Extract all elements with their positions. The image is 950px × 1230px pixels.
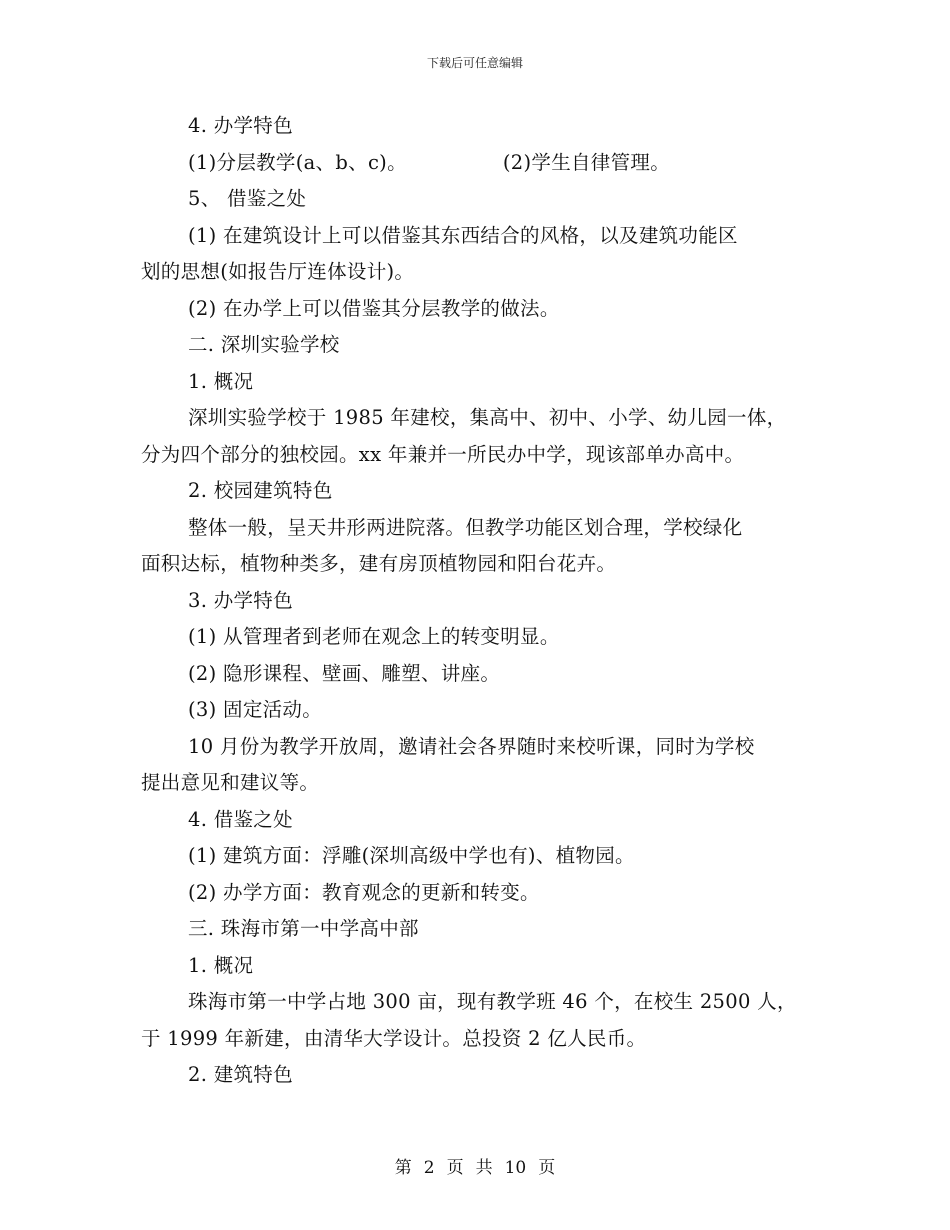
footer-total-label: 共 [475,1158,493,1178]
subheading: 2. 校园建筑特色 [188,479,333,502]
paragraph-line: (2) 在办学上可以借鉴其分层教学的做法。 [188,296,560,320]
paragraph-line: 分为四个部分的独校园。xx 年兼并一所民办中学，现该部单办高中。 [141,442,745,466]
paragraph-line: 整体一般，呈天井形两进院落。但教学功能区划合理，学校绿化 [188,515,743,539]
paragraph-line: 划的思想(如报告厅连体设计)。 [141,260,415,283]
footer-page-label-post: 页 [538,1158,556,1178]
paragraph-line: (2) 办学方面：教育观念的更新和转变。 [188,880,540,904]
paragraph-line: (1) 建筑方面：浮雕(深圳高级中学也有)、植物园。 [188,844,635,867]
subheading: 1. 概况 [188,369,254,393]
paragraph-line: (2) 隐形课程、壁画、雕塑、讲座。 [188,661,501,685]
subheading: 2. 建筑特色 [188,1063,293,1086]
footer-page-number: 2 [423,1158,435,1178]
page-header: 下载后可任意编辑 [426,56,523,70]
subheading: 3. 办学特色 [188,588,293,612]
section-heading-2: 二. 深圳实验学校 [188,333,340,356]
paragraph-line: 10 月份为教学开放周，邀请社会各界随时来校听课，同时为学校 [188,734,755,758]
item-self-discipline: (2)学生自律管理。 [502,150,670,174]
footer-page-label-pre: 第 [394,1158,412,1178]
section-heading-3: 三. 珠海市第一中学高中部 [188,917,419,940]
heading-4-features: 4. 办学特色 [188,114,293,137]
subheading: 4. 借鉴之处 [188,807,293,831]
paragraph-line: 面积达标，植物种类多，建有房顶植物园和阳台花卉。 [141,552,617,575]
paragraph-line: (1) 从管理者到老师在观念上的转变明显。 [188,625,560,648]
footer-total-pages: 10 [504,1158,527,1178]
paragraph-line: (1) 在建筑设计上可以借鉴其东西结合的风格，以及建筑功能区 [188,223,738,247]
page-footer [0,1153,950,1178]
paragraph-line: 深圳实验学校于 1985 年建校，集高中、初中、小学、幼儿园一体， [188,406,787,429]
subheading: 1. 概况 [188,953,254,977]
paragraph-line: 提出意见和建议等。 [141,771,320,794]
document-body [141,108,821,1094]
paragraph-line [141,145,821,182]
paragraph-line: 珠海市第一中学占地 300 亩，现有教学班 46 个，在校生 2500 人， [188,990,797,1013]
footer-page-label-mid: 页 [446,1158,464,1178]
paragraph-line: (3) 固定活动。 [188,698,323,721]
heading-5-reference: 5、 借鉴之处 [188,187,307,210]
item-layered-teaching: (1)分层教学(a、b、c)。 [188,150,407,174]
paragraph-line: 于 1999 年新建，由清华大学设计。总投资 2 亿人民币。 [141,1026,647,1050]
